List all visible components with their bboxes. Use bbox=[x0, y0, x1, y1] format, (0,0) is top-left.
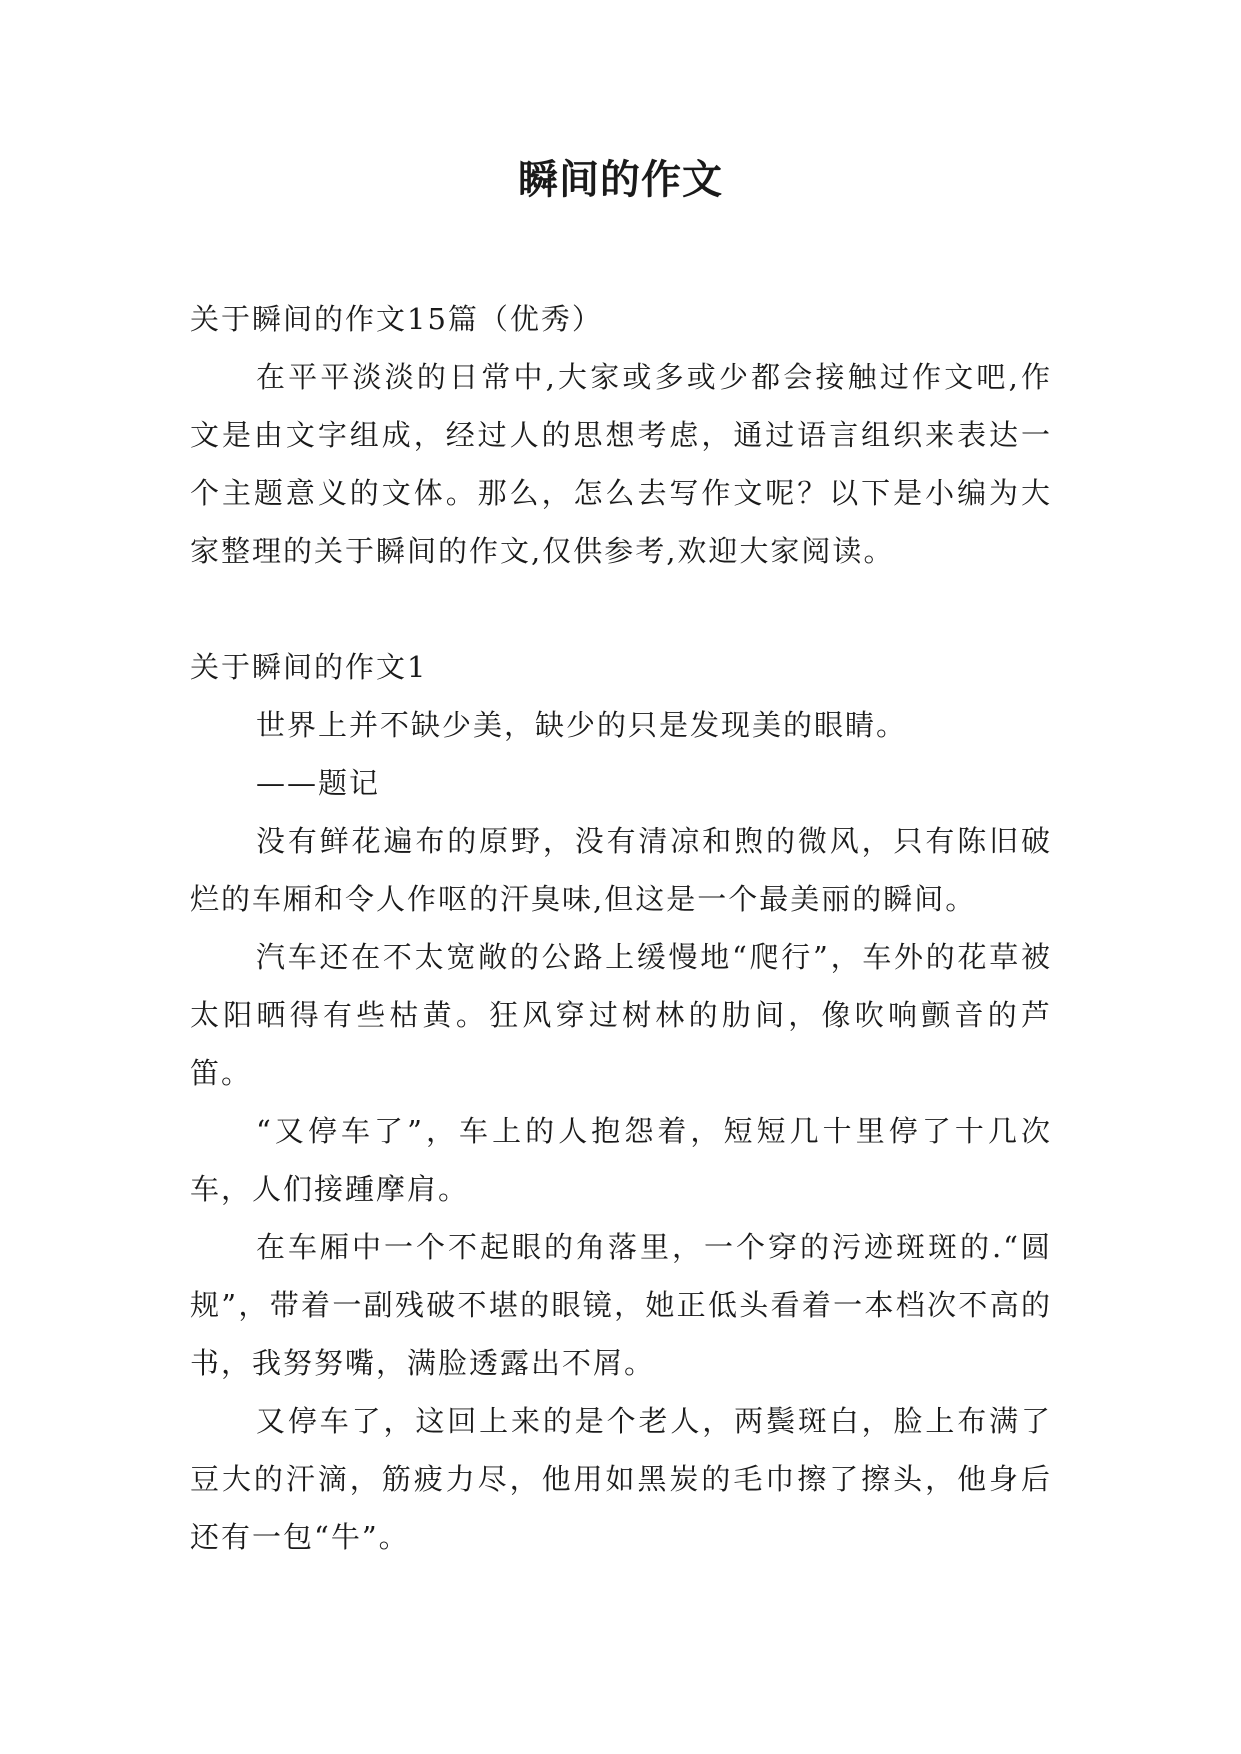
essay-1-paragraph: 汽车还在不太宽敞的公路上缓慢地“爬行”，车外的花草被太阳晒得有些枯黄。狂风穿过树林的肋间，像吹响颤音的芦笛。 bbox=[190, 940, 1052, 1090]
essay-1-paragraph: 在车厢中一个不起眼的角落里，一个穿的污迹斑斑的.“圆规”，带着一副残破不堪的眼镜，她正低头看着一本档次不高的书，我努努嘴，满脸透露出不屑。 bbox=[190, 1230, 1052, 1380]
section-spacer bbox=[190, 580, 1052, 638]
essay-1-paragraph: 没有鲜花遍布的原野，没有清凉和煦的微风，只有陈旧破烂的车厢和令人作呕的汗臭味,但这是一个最美丽的瞬间。 bbox=[190, 824, 1052, 916]
essay-1-epigraph: 世界上并不缺少美，缺少的只是发现美的眼睛。 bbox=[256, 708, 908, 742]
page-title: 瞬间的作文 bbox=[518, 156, 723, 203]
document-body bbox=[190, 290, 1052, 1566]
essay-1-paragraph: “又停车了”，车上的人抱怨着，短短几十里停了十几次车，人们接踵摩肩。 bbox=[190, 1114, 1052, 1206]
intro-heading: 关于瞬间的作文15篇（优秀） bbox=[190, 302, 603, 336]
essay-1-epigraph-attribution: ——题记 bbox=[256, 766, 381, 800]
essay-1-paragraph: 又停车了，这回上来的是个老人，两鬓斑白，脸上布满了豆大的汗滴，筋疲力尽，他用如黑炭的毛巾擦了擦头，他身后还有一包“牛”。 bbox=[190, 1404, 1052, 1554]
intro-paragraph: 在平平淡淡的日常中,大家或多或少都会接触过作文吧,作文是由文字组成，经过人的思想考虑，通过语言组织来表达一个主题意义的文体。那么，怎么去写作文呢？以下是小编为大家整理的关于瞬间的作文,仅供参考,欢迎大家阅读。 bbox=[190, 360, 1052, 568]
essay-1-heading: 关于瞬间的作文1 bbox=[190, 650, 428, 684]
